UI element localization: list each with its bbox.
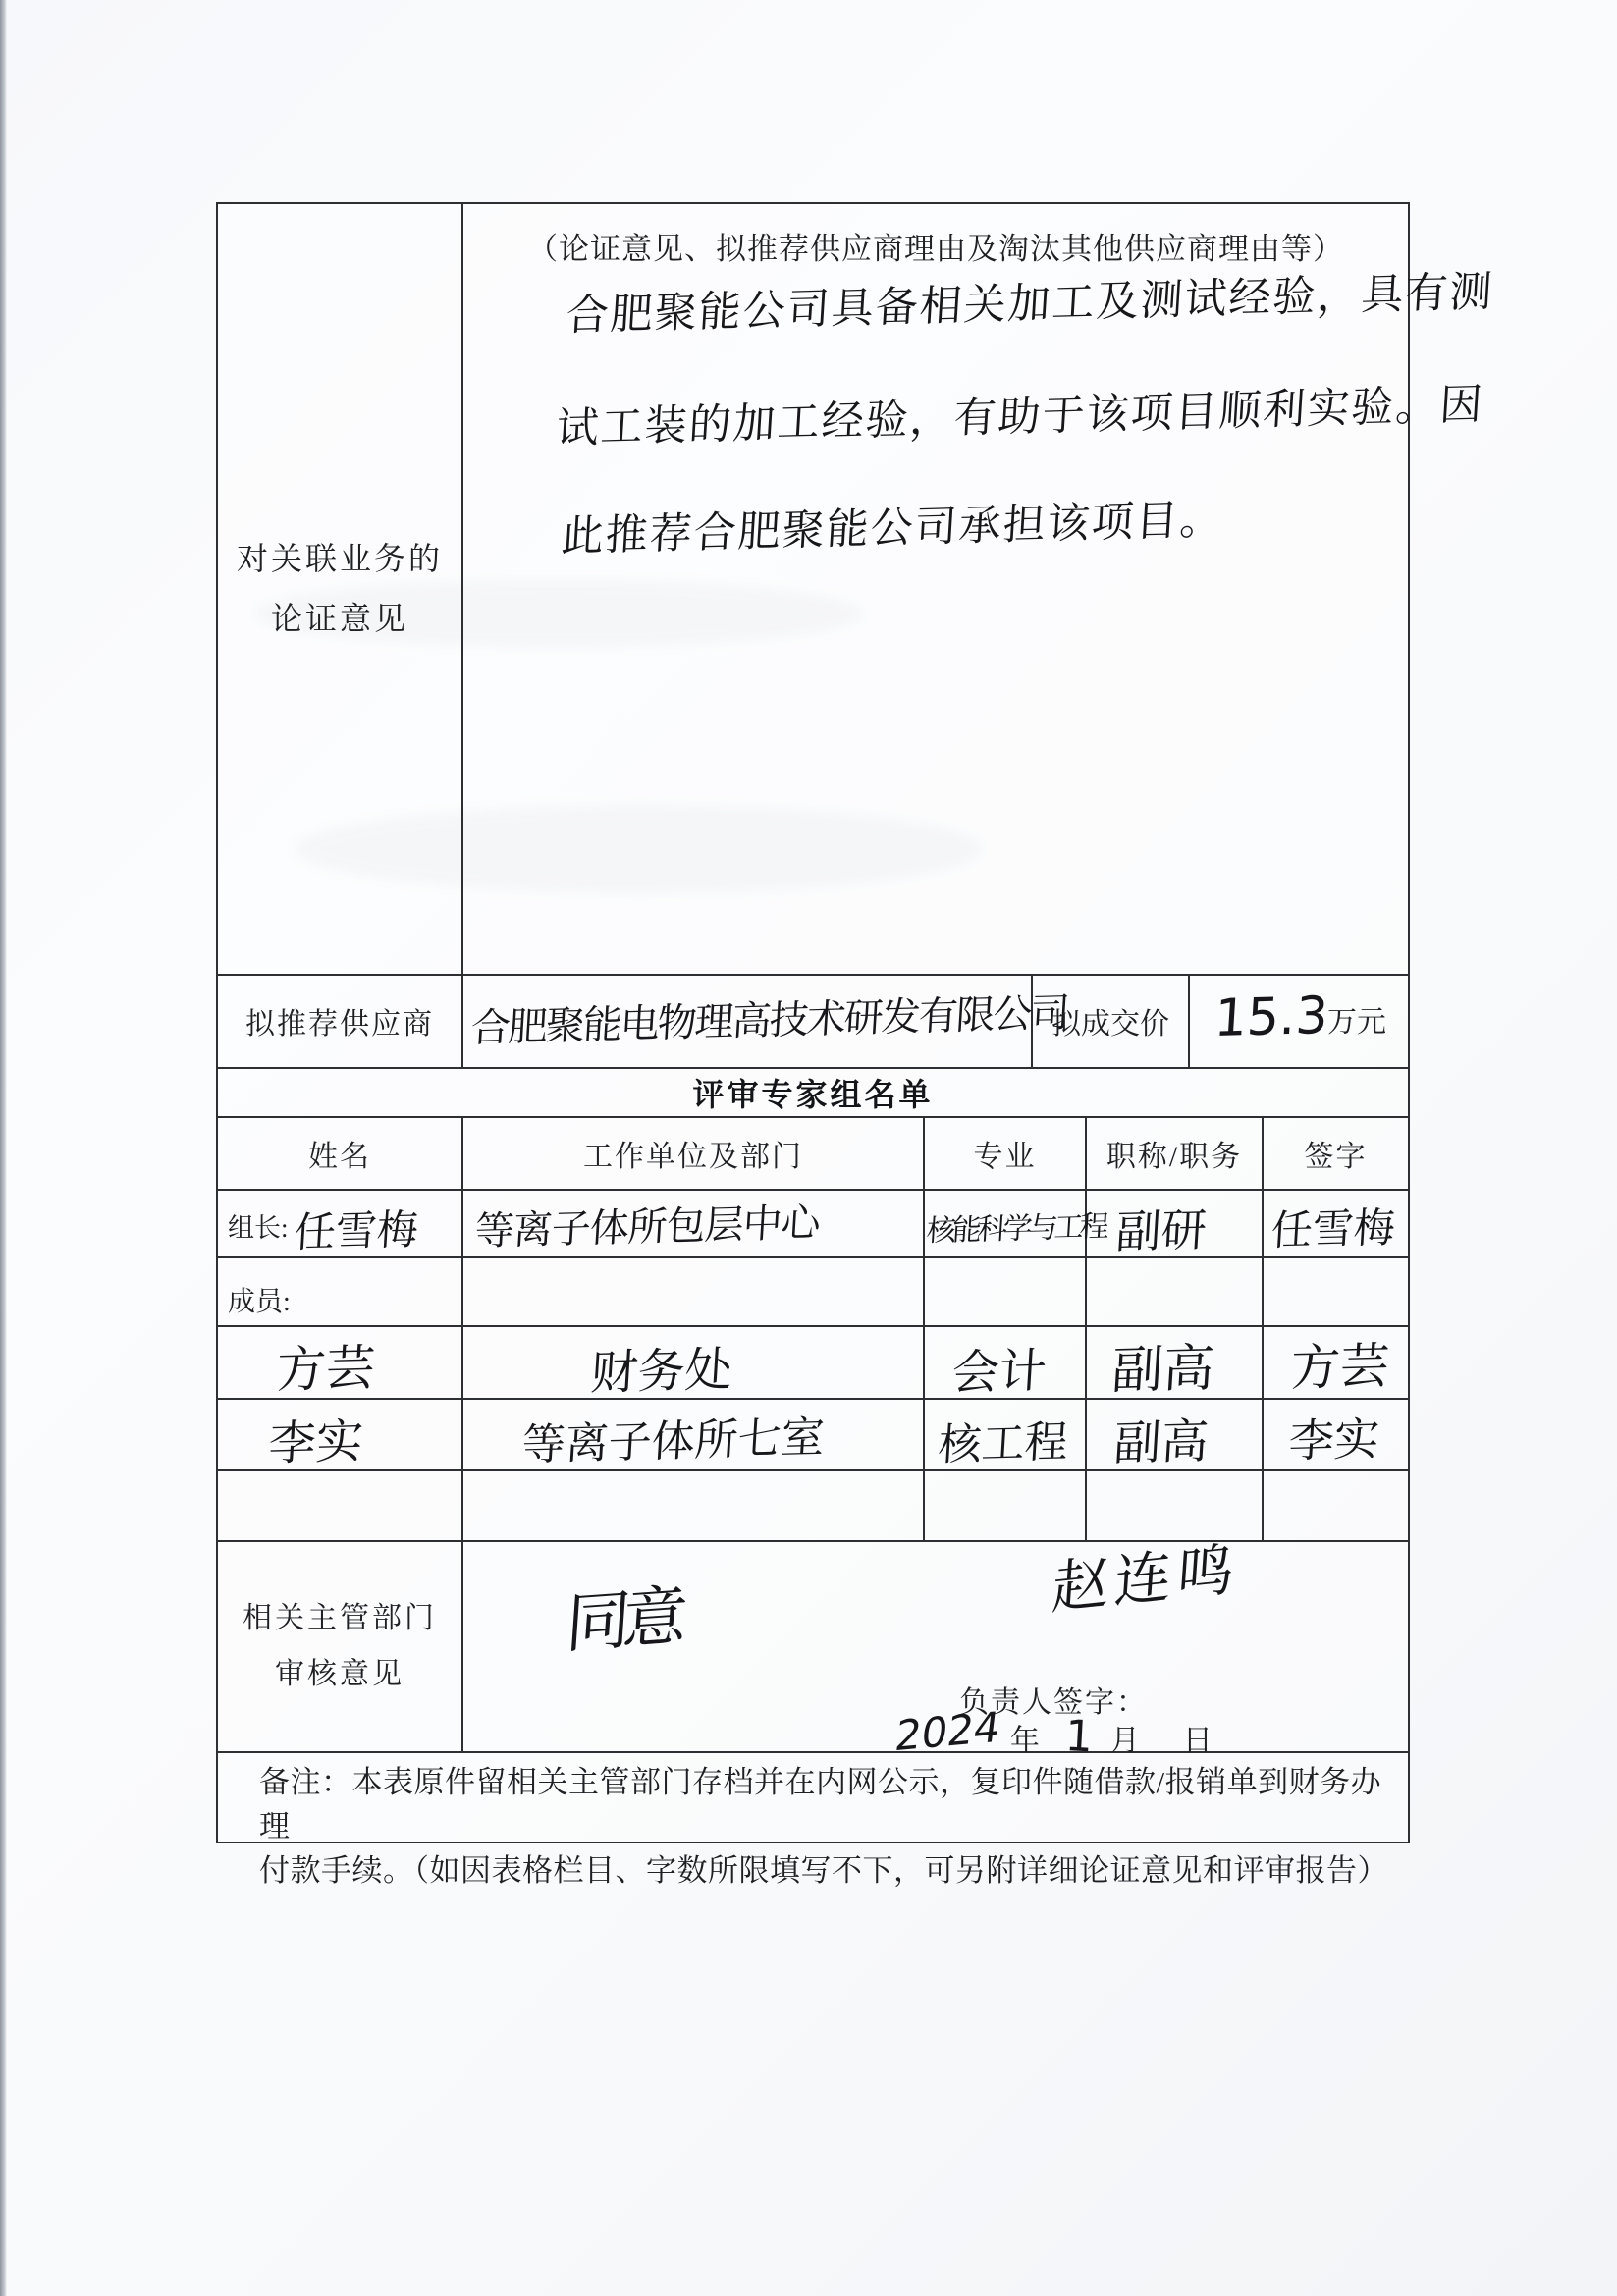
price-value-cell	[1190, 976, 1408, 1067]
member2-major-handwriting: 核工程	[937, 1416, 1070, 1470]
experts-title-row	[218, 1069, 1408, 1118]
header-title-label: 职称/职务	[1105, 1141, 1243, 1174]
note-cell	[218, 1753, 1408, 1888]
leader-unit-handwriting: 等离子体所包层中心	[473, 1201, 822, 1255]
member1-major-cell	[925, 1327, 1087, 1402]
supplier-label: 拟推荐供应商	[245, 1008, 434, 1041]
scanner-edge-shadow	[0, 0, 7, 2296]
member1-sign-cell	[1264, 1327, 1408, 1398]
audit-label-cell	[218, 1542, 463, 1751]
member1-major-handwriting: 会计	[950, 1343, 1049, 1402]
responsible-sign-label: 负责人签字：	[959, 1685, 1148, 1719]
member2-name-handwriting: 李实	[267, 1414, 365, 1471]
leader-major-cell	[925, 1191, 1106, 1256]
member2-title-cell	[1087, 1400, 1264, 1469]
member2-title-handwriting: 副高	[1112, 1414, 1211, 1471]
member-label-cell	[218, 1258, 463, 1325]
handwritten-opinion-line-3: 此推荐合肥聚能公司承担该项目。	[560, 495, 1226, 562]
note-line-2: 付款手续。（如因表格栏目、字数所限填写不下，可另附详细论证意见和评审报告）	[259, 1852, 1388, 1888]
empty-cell	[1264, 1258, 1408, 1325]
leader-row	[218, 1191, 1408, 1258]
empty-cell	[925, 1258, 1087, 1325]
leader-title-handwriting: 副研	[1114, 1202, 1209, 1259]
date-month-handwriting: 1	[1063, 1710, 1095, 1762]
empty-cell	[1264, 1471, 1408, 1540]
header-title	[1087, 1118, 1264, 1190]
member1-title-cell	[1087, 1327, 1264, 1402]
empty-cell	[463, 1471, 925, 1540]
audit-label-line2: 审核意见	[275, 1658, 404, 1691]
price-value-handwriting: 15.3	[1213, 986, 1330, 1049]
leader-major-handwriting: 核能科学与工程	[925, 1209, 1106, 1250]
header-major-label: 专业	[973, 1141, 1037, 1174]
audit-row	[218, 1534, 1408, 1762]
header-name-label: 姓名	[308, 1141, 371, 1174]
member1-name-handwriting: 方芸	[274, 1339, 377, 1400]
supplier-name-handwriting: 合肥聚能电物理高技术研发有限公司	[469, 990, 1069, 1052]
date-year-handwriting: 2024	[891, 1701, 1003, 1760]
audit-content-cell	[463, 1534, 1408, 1762]
audit-label-line1: 相关主管部门	[243, 1602, 437, 1635]
experts-title: 评审专家组名单	[692, 1076, 934, 1112]
member-row-1	[218, 1327, 1408, 1400]
audit-signature-handwriting: 赵连鸣	[1050, 1534, 1243, 1623]
handwritten-opinion-line-1: 合肥聚能公司具备相关加工及测试经验，具有测	[565, 267, 1495, 342]
header-name	[218, 1118, 463, 1190]
note-row	[218, 1753, 1408, 1888]
member2-name-cell	[218, 1400, 463, 1469]
header-major	[925, 1118, 1087, 1190]
header-unit-label: 工作单位及部门	[583, 1141, 803, 1174]
opinion-content-cell	[463, 204, 1495, 974]
supplier-label-cell	[218, 976, 463, 1067]
supplier-row	[218, 976, 1408, 1069]
procurement-review-form	[216, 202, 1495, 1888]
date-day-unit: 日	[1182, 1724, 1213, 1757]
member-label: 成员:	[228, 1287, 291, 1318]
date-year-unit: 年	[1009, 1724, 1040, 1757]
empty-cell	[463, 1258, 925, 1325]
member1-name-cell	[218, 1327, 463, 1398]
empty-cell	[1087, 1258, 1264, 1325]
member-row-2	[218, 1400, 1408, 1471]
header-unit	[463, 1118, 925, 1190]
leader-sign-cell	[1264, 1191, 1408, 1256]
date-month-unit: 月	[1109, 1724, 1140, 1757]
member1-signature-handwriting: 方芸	[1288, 1337, 1391, 1398]
price-label: 拟成交价	[1051, 1008, 1169, 1041]
member2-signature-handwriting: 李实	[1287, 1412, 1381, 1468]
note-line-1: 备注：本表原件留相关主管部门存档并在内网公示，复印件随借款/报销单到财务办理	[259, 1765, 1382, 1843]
supplier-name-cell	[463, 976, 1069, 1067]
header-sign	[1264, 1118, 1408, 1190]
price-label-cell	[1033, 976, 1190, 1067]
leader-signature-handwriting: 任雪梅	[1269, 1203, 1397, 1255]
member1-unit-cell	[463, 1327, 925, 1402]
handwritten-opinion-line-2: 试工装的加工经验，有助于该项目顺利实验。因	[555, 380, 1485, 454]
leader-prefix: 组长:	[228, 1213, 289, 1244]
member1-title-handwriting: 副高	[1109, 1339, 1216, 1402]
leader-name-cell	[218, 1191, 463, 1256]
member2-sign-cell	[1264, 1400, 1408, 1469]
audit-approval-handwriting: 同意	[563, 1577, 683, 1662]
leader-title-cell	[1087, 1191, 1264, 1259]
opinion-label-line1: 对关联业务的	[236, 541, 443, 577]
leader-name-handwriting: 任雪梅	[293, 1205, 420, 1257]
empty-cell	[218, 1471, 463, 1540]
leader-unit-cell	[463, 1191, 925, 1256]
price-unit: 万元	[1327, 1005, 1386, 1039]
member-label-row	[218, 1258, 1408, 1327]
empty-cell	[925, 1471, 1087, 1540]
experts-header-row	[218, 1118, 1408, 1192]
member2-unit-handwriting: 等离子体所七室	[520, 1412, 827, 1470]
header-sign-label: 签字	[1304, 1141, 1368, 1174]
member1-unit-handwriting: 财务处	[589, 1342, 734, 1402]
opinion-header-text: （论证意见、拟推荐供应商理由及淘汰其他供应商理由等）	[527, 232, 1344, 266]
opinion-row	[218, 204, 1495, 976]
opinion-label-line2: 论证意见	[270, 600, 408, 636]
member2-major-cell	[925, 1400, 1087, 1469]
member2-unit-cell	[463, 1400, 925, 1469]
opinion-label-cell	[218, 204, 463, 974]
